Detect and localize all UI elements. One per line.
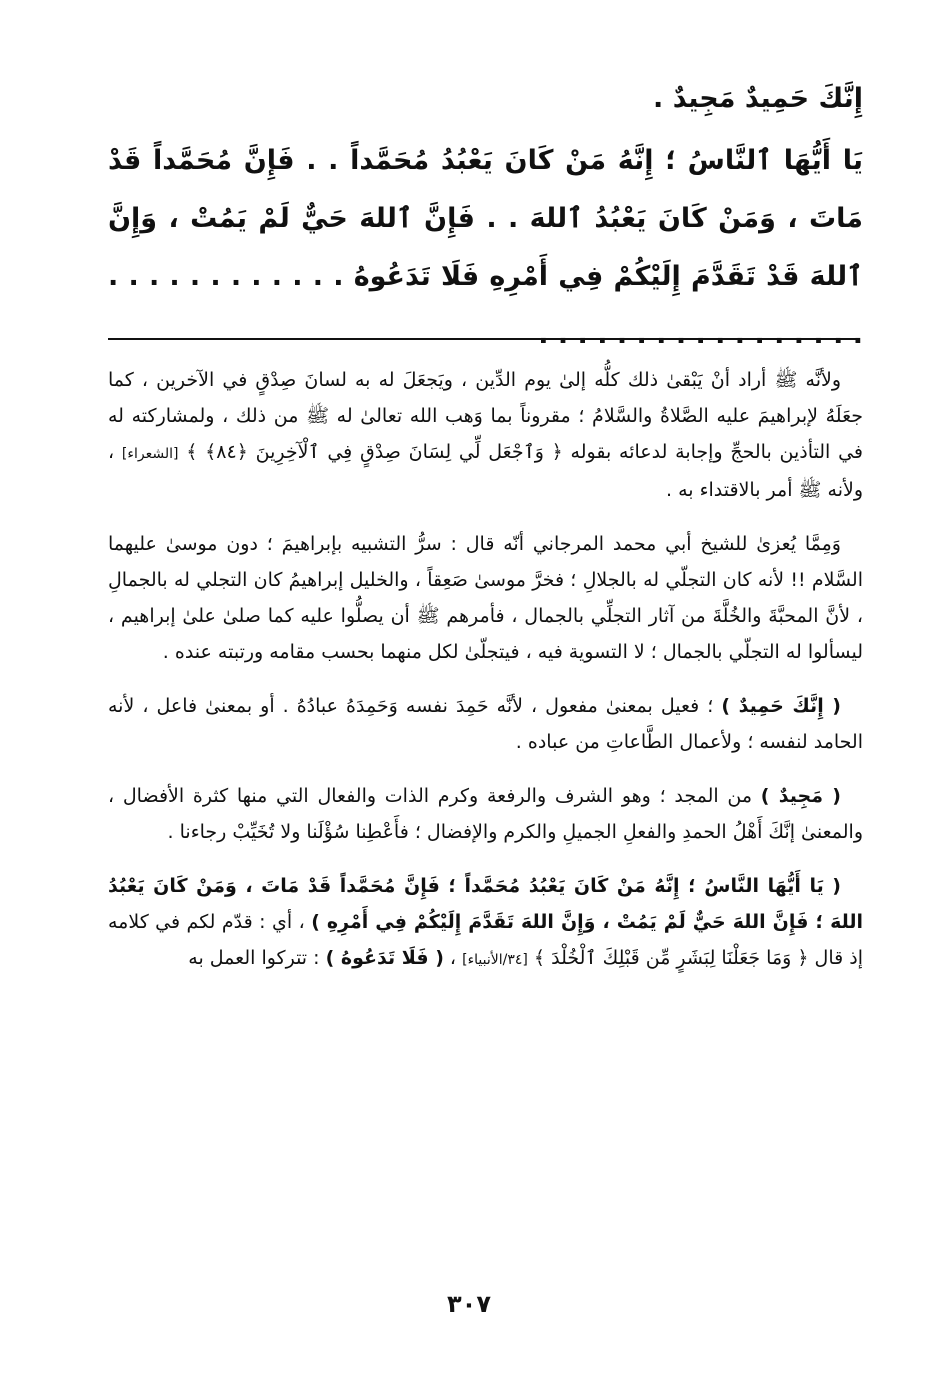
commentary-p5-ref: [٣٤/الأنبياء] <box>462 952 528 968</box>
page-number: ٣٠٧ <box>447 1290 491 1318</box>
commentary-block <box>108 362 863 996</box>
commentary-p3-text: ؛ فعيل بمعنىٰ مفعول ، لأنَّه حَمِدَ نفسه وَحَمِدَهُ عبادُهُ . أو بمعنىٰ فاعل ، لأنه الحامد لنفسه ؛ ولأعمال الطَّاعاتِ من عباده . <box>108 695 863 753</box>
main-text-paragraph <box>108 132 863 364</box>
commentary-p5-text-c: : تتركوا العمل به <box>188 947 320 969</box>
commentary-p5-text-a: ، أي : قدّم لكم في كلامه إذ قال ﴿ وَمَا جَعَلْنَا لِبَشَرٍ مِّن قَبْلِكَ ٱلْخُلْدَ ﴾ <box>108 911 863 969</box>
main-text-para: يَا أَيُّهَا ٱلنَّاسُ ؛ إِنَّهُ مَنْ كَانَ يَعْبُدُ مُحَمَّداً . . فَإِنَّ مُحَمَّداً قَدْ مَاتَ ، وَمَنْ كَانَ يَعْبُدُ ٱللهَ . . فَإِنَّ ٱللهَ حَيٌّ لَمْ يَمُتْ ، وَإِنَّ ٱللهَ قَدْ تَقَدَّمَ إِلَيْكُمْ فِي أَمْرِهِ فَلَا تَدَعُوهُ <box>108 145 863 292</box>
commentary-paragraph-4 <box>108 778 863 850</box>
main-text-block <box>108 70 863 364</box>
commentary-p4-quote: ( مَجِيدٌ ) <box>760 785 841 807</box>
commentary-paragraph-3 <box>108 688 863 760</box>
commentary-p5-quote: ( يَا أَيُّهَا النَّاسُ ؛ إِنَّهُ مَنْ كَانَ يَعْبُدُ مُحَمَّداً ؛ فَإِنَّ مُحَمَّداً قَدْ مَاتَ ، وَمَنْ كَانَ يَعْبُدُ اللهَ ؛ فَإِنَّ اللهَ حَيٌّ لَمْ يَمُتْ ، وَإِنَّ اللهَ تَقَدَّمَ إِلَيْكُمْ فِي أَمْرِهِ ) <box>108 875 864 933</box>
commentary-p1-end: ، ولأنه ﷺ أمر بالاقتداء به . <box>108 441 863 501</box>
commentary-p3-quote: ( إِنَّكَ حَمِيدٌ ) <box>721 695 841 717</box>
commentary-paragraph-1 <box>108 362 863 508</box>
commentary-p5-quote-2: ( فَلَا تَدَعُوهُ ) <box>325 947 444 969</box>
commentary-paragraph-2: وَمِمَّا يُعزىٰ للشيخ أبي محمد المرجاني أنّه قال : سرُّ التشبيه بإبراهيمَ ؛ دون موسىٰ عليهما السَّلام !! لأنه كان التجلّي له بالجلالِ ؛ فخرَّ موسىٰ صَعِقاً ، والخليل إبراهيمُ كان التجلي له بالجمالِ ، لأنَّ المحبَّةَ والخُلَّةَ من آثار التجلِّي بالجمال ، فأمرهم ﷺ أن يصلُّوا عليه كما صلىٰ علىٰ إبراهيم ، ليسألوا له التجلّي بالجمال ؛ لا التسوية فيه ، فيتجلّىٰ لكل منهما بحسب مقامه ورتبته عنده . <box>108 533 863 663</box>
main-text-dots: . . . . . . . . . . . . . . . . . . . . . . . . . . . . . <box>108 261 863 350</box>
commentary-p5-text-b: ، <box>449 947 457 969</box>
main-text-line-1: إِنَّكَ حَمِيدٌ مَجِيدٌ . <box>653 83 863 114</box>
footnote-divider <box>108 338 860 340</box>
commentary-p1-text: ولأنَّه ﷺ أراد أنْ يَبْقىٰ ذلك كلُّه إلىٰ يوم الدِّين ، ويَجعَلَ له به لسانَ صِدْقٍ في الآخرين ، كما جعَلَهُ لإبراهيمَ عليه الصَّلاةُ والسَّلامُ ؛ مقروناً بما وَهب الله تعالىٰ له ﷺ من ذلك ، ولمشاركته له في التأذين بالحجِّ وإجابة لدعائه بقوله ﴿ وَٱجْعَل لِّي لِسَانَ صِدْقٍ فِي ٱلْآخِرِينَ ﴿٨٤﴾ ﴾ <box>108 369 864 463</box>
commentary-paragraph-5 <box>108 868 863 978</box>
commentary-p4-text: من المجد ؛ وهو الشرف والرفعة وكرم الذات والفعال التي منها كثرة الأفضال ، والمعنىٰ إنَّكَ أَهْلُ الحمدِ والفعلِ الجميلِ والكرم والإفضال ؛ فأَعْطِنا سُؤْلَنا ولا تُخَيِّبْ رجاءنا . <box>108 785 863 843</box>
commentary-p1-ref: [الشعراء] <box>121 446 179 462</box>
